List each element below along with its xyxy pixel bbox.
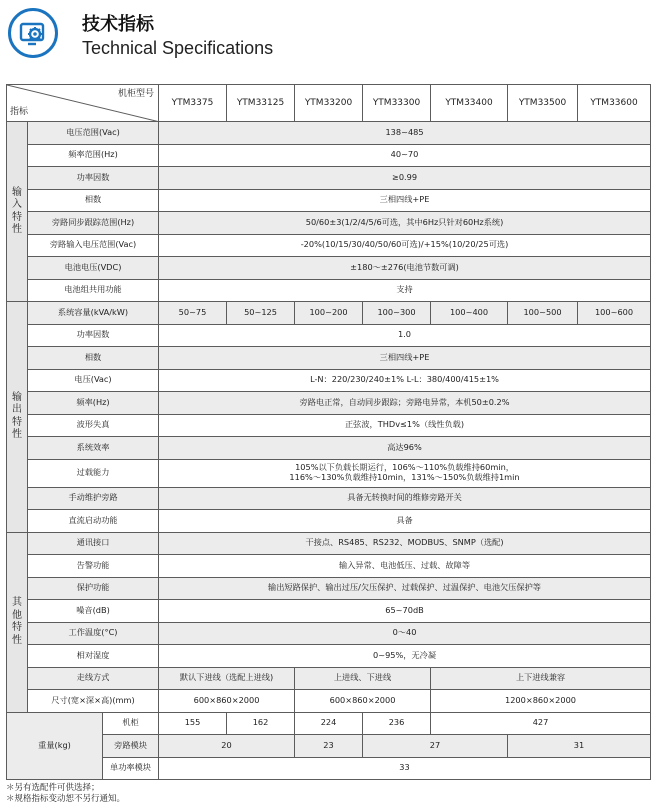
row-label: 电压范围(Vac) xyxy=(28,122,159,145)
model-header: YTM33400 xyxy=(431,85,508,122)
wiring-value: 上下进线兼容 xyxy=(431,667,651,690)
row-value: 0~95%，无冷凝 xyxy=(159,645,651,668)
capacity-value: 100~400 xyxy=(431,302,508,325)
row-value: 旁路电正常，自动同步跟踪；旁路电异常，本机50±0.2% xyxy=(159,392,651,415)
table-row xyxy=(7,532,651,555)
row-label: 旁路输入电压范围(Vac) xyxy=(28,234,159,257)
table-row xyxy=(7,487,651,510)
model-header: YTM33125 xyxy=(227,85,295,122)
row-label: 过载能力 xyxy=(28,459,159,487)
footnotes xyxy=(6,783,125,805)
group-label-other: 其 他 特 性 xyxy=(7,532,28,712)
footnote: ＊另有选配件可供选择； xyxy=(6,783,100,793)
capacity-value: 100~500 xyxy=(508,302,578,325)
row-label: 噪音(dB) xyxy=(28,600,159,623)
corner-bottom-label: 指标 xyxy=(10,107,29,118)
overload-line-1: 105%以下负载长期运行，106%～110%负载维持60min， xyxy=(295,462,514,473)
row-value: 50/60±3(1/2/4/5/6可选，其中6Hz只针对60Hz系统) xyxy=(159,212,651,235)
table-row xyxy=(7,234,651,257)
weight-value: 31 xyxy=(508,735,651,758)
row-label: 相数 xyxy=(28,189,159,212)
table-row xyxy=(7,347,651,370)
row-value: 1.0 xyxy=(159,324,651,347)
weight-value: 162 xyxy=(227,712,295,735)
row-value: L-N：220/230/240±1% L-L：380/400/415±1% xyxy=(159,369,651,392)
corner-cell xyxy=(7,85,159,122)
row-label: 波形失真 xyxy=(28,414,159,437)
weight-sub-label: 旁路模块 xyxy=(103,735,159,758)
row-value-multiline xyxy=(159,459,651,487)
weight-value: 23 xyxy=(295,735,363,758)
overload-line-2: 116%～130%负载维持10min，131%～150%负载维持1min xyxy=(289,472,520,482)
footnote: ＊规格指标变动恕不另行通知。 xyxy=(6,794,126,804)
row-value: 高达96% xyxy=(159,437,651,460)
table-row xyxy=(7,757,651,780)
weight-value: 224 xyxy=(295,712,363,735)
row-value: -20%(10/15/30/40/50/60可选)/+15%(10/20/25可选) xyxy=(159,234,651,257)
row-label: 尺寸(宽×深×高)(mm) xyxy=(28,690,159,713)
corner-top-label: 机柜型号 xyxy=(118,89,155,99)
row-value: ≥0.99 xyxy=(159,167,651,190)
table-row xyxy=(7,690,651,713)
spec-table xyxy=(6,84,651,780)
row-label: 系统效率 xyxy=(28,437,159,460)
model-header: YTM33500 xyxy=(508,85,578,122)
weight-sub-label: 机柜 xyxy=(103,712,159,735)
page-header xyxy=(8,6,648,66)
table-row xyxy=(7,302,651,325)
group-label-input: 输 入 特 性 xyxy=(7,122,28,302)
table-row xyxy=(7,437,651,460)
row-value: 40~70 xyxy=(159,144,651,167)
table-row xyxy=(7,622,651,645)
row-value: 65~70dB xyxy=(159,600,651,623)
capacity-value: 50~75 xyxy=(159,302,227,325)
table-row xyxy=(7,144,651,167)
row-label: 功率因数 xyxy=(28,324,159,347)
model-header: YTM3375 xyxy=(159,85,227,122)
row-label: 电池组共用功能 xyxy=(28,279,159,302)
table-row xyxy=(7,122,651,145)
row-label: 旁路同步跟踪范围(Hz) xyxy=(28,212,159,235)
weight-value: 427 xyxy=(431,712,651,735)
weight-value: 20 xyxy=(159,735,295,758)
row-label: 通讯接口 xyxy=(28,532,159,555)
table-row xyxy=(7,279,651,302)
table-row xyxy=(7,577,651,600)
table-row xyxy=(7,667,651,690)
row-label: 直流启动功能 xyxy=(28,510,159,533)
row-label: 电压(Vac) xyxy=(28,369,159,392)
table-header-row xyxy=(7,85,651,122)
row-label: 频率(Hz) xyxy=(28,392,159,415)
row-value: 具备 xyxy=(159,510,651,533)
table-row xyxy=(7,712,651,735)
table-row xyxy=(7,324,651,347)
title-chinese: 技术指标 xyxy=(82,14,154,35)
capacity-value: 50~125 xyxy=(227,302,295,325)
model-header: YTM33600 xyxy=(578,85,651,122)
table-row xyxy=(7,459,651,487)
row-value: 138~485 xyxy=(159,122,651,145)
row-value: 输出短路保护、输出过压/欠压保护、过载保护、过温保护、电池欠压保护等 xyxy=(159,577,651,600)
row-label: 频率范围(Hz) xyxy=(28,144,159,167)
row-value: 具备无转换时间的维修旁路开关 xyxy=(159,487,651,510)
table-row xyxy=(7,555,651,578)
row-value: 输入异常、电池低压、过载、故障等 xyxy=(159,555,651,578)
size-value: 600×860×2000 xyxy=(159,690,295,713)
row-label: 手动维护旁路 xyxy=(28,487,159,510)
weight-value: 33 xyxy=(159,757,651,780)
weight-value: 27 xyxy=(363,735,508,758)
model-header: YTM33300 xyxy=(363,85,431,122)
row-label: 功率因数 xyxy=(28,167,159,190)
row-value: 0～40 xyxy=(159,622,651,645)
row-label: 工作温度(°C) xyxy=(28,622,159,645)
table-row xyxy=(7,414,651,437)
capacity-value: 100~300 xyxy=(363,302,431,325)
capacity-value: 100~600 xyxy=(578,302,651,325)
row-value: 支持 xyxy=(159,279,651,302)
capacity-value: 100~200 xyxy=(295,302,363,325)
table-row xyxy=(7,212,651,235)
row-label: 保护功能 xyxy=(28,577,159,600)
size-value: 600×860×2000 xyxy=(295,690,431,713)
row-label: 走线方式 xyxy=(28,667,159,690)
row-label: 相数 xyxy=(28,347,159,370)
table-row xyxy=(7,189,651,212)
row-value: 干接点、RS485、RS232、MODBUS、SNMP（选配) xyxy=(159,532,651,555)
row-value: 三相四线+PE xyxy=(159,347,651,370)
table-row xyxy=(7,510,651,533)
weight-value: 236 xyxy=(363,712,431,735)
table-row xyxy=(7,600,651,623)
model-header: YTM33200 xyxy=(295,85,363,122)
row-value: ±180～±276(电池节数可调) xyxy=(159,257,651,280)
table-row xyxy=(7,645,651,668)
weight-label: 重量(kg) xyxy=(7,712,103,780)
table-row xyxy=(7,257,651,280)
table-row xyxy=(7,167,651,190)
table-row xyxy=(7,392,651,415)
table-row xyxy=(7,735,651,758)
logo xyxy=(8,8,58,58)
weight-sub-label: 单功率模块 xyxy=(103,757,159,780)
row-label: 系统容量(kVA/kW) xyxy=(28,302,159,325)
table-row xyxy=(7,369,651,392)
wiring-value: 默认下进线（选配上进线) xyxy=(159,667,295,690)
weight-value: 155 xyxy=(159,712,227,735)
title-english: Technical Specifications xyxy=(82,38,274,58)
row-value: 三相四线+PE xyxy=(159,189,651,212)
row-value: 正弦波，THDv≤1%（线性负载) xyxy=(159,414,651,437)
size-value: 1200×860×2000 xyxy=(431,690,651,713)
wiring-value: 上进线、下进线 xyxy=(295,667,431,690)
gear-screen-icon xyxy=(19,20,47,48)
row-label: 相对湿度 xyxy=(28,645,159,668)
row-label: 告警功能 xyxy=(28,555,159,578)
group-label-output: 输 出 特 性 xyxy=(7,302,28,533)
row-label: 电池电压(VDC) xyxy=(28,257,159,280)
